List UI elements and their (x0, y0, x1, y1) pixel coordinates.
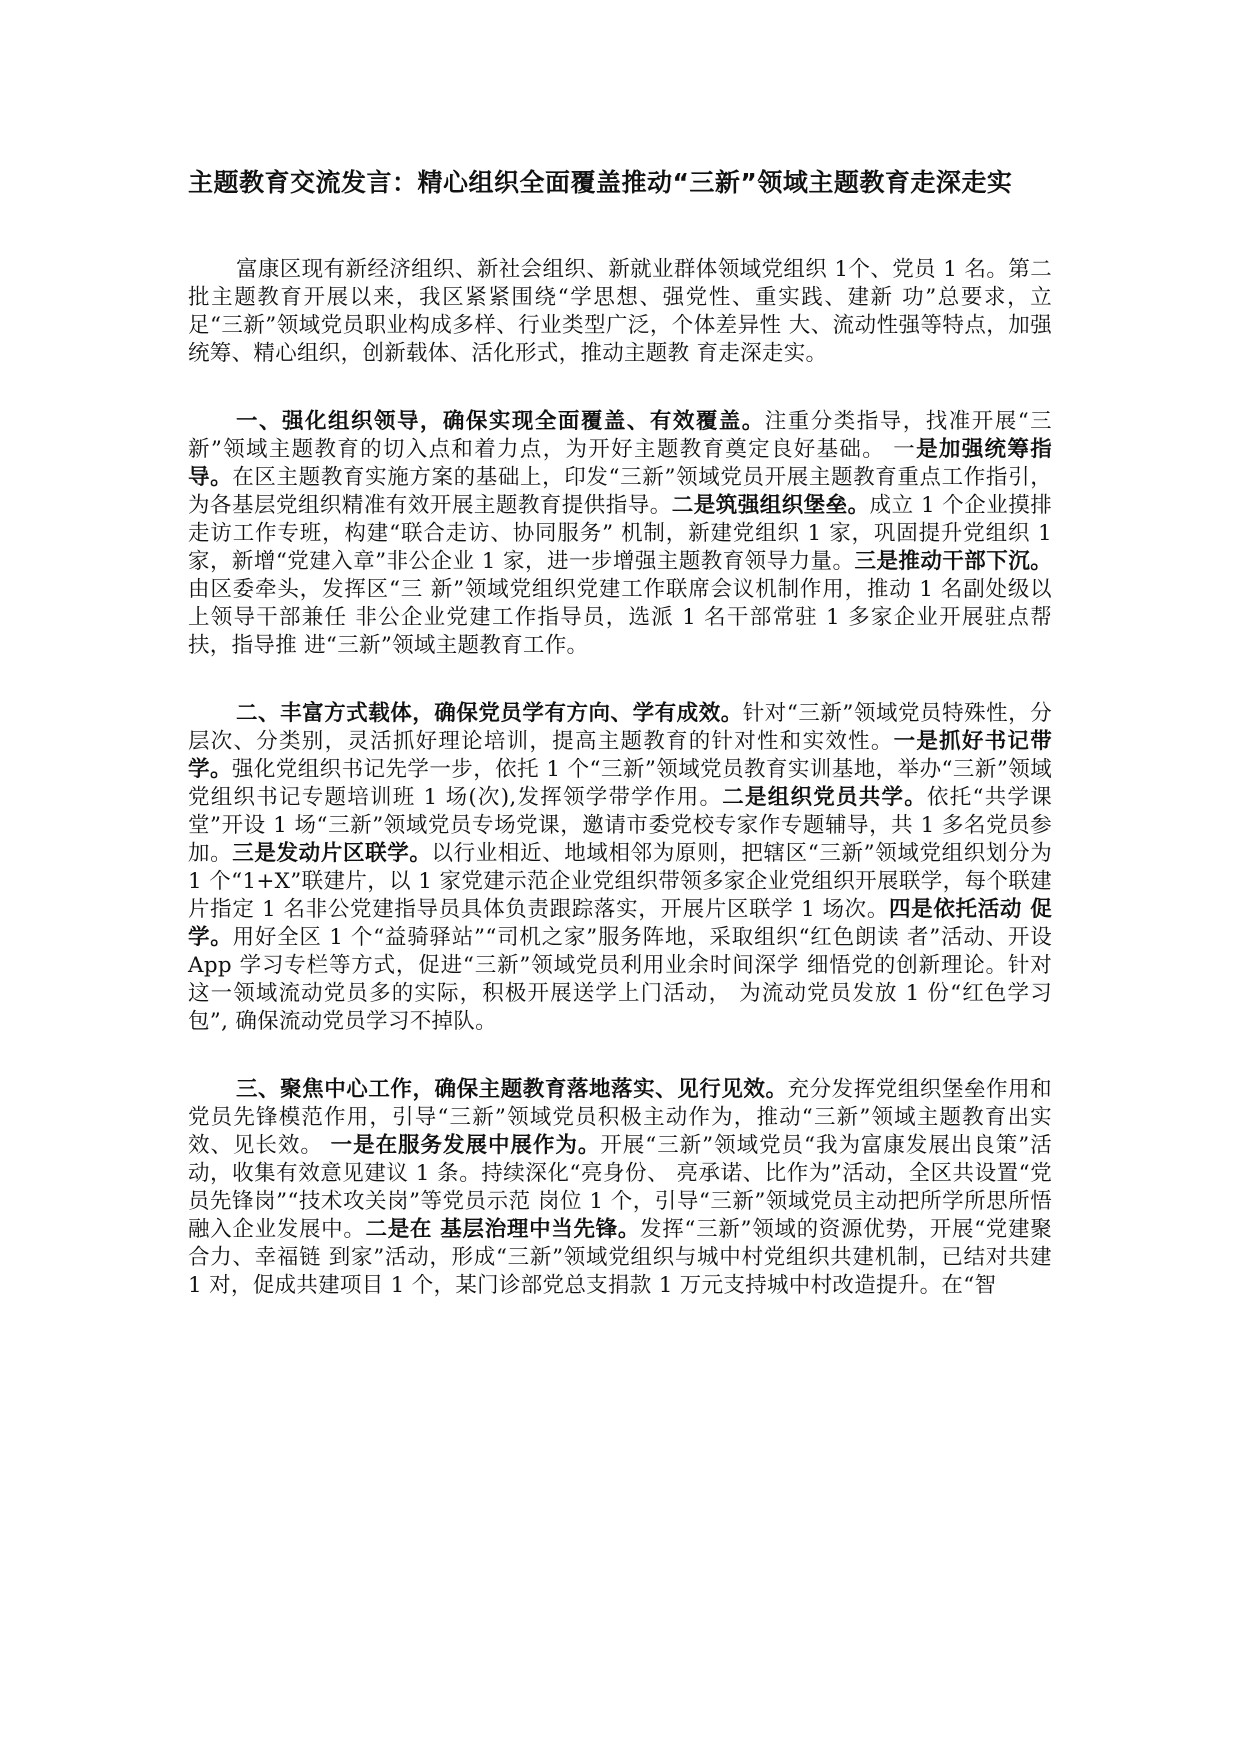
section-2-text-4: 用好全区 1 个“益骑驿站”“司机之家”服务阵地，采取组织“红色朗读 者”活动、开设 App 学习专栏等方式，促进“三新”领域党员利用业余时间深学 细悟党的创新理论。针对这一领域流动党员多的实际，积极开展送学上门活动， 为流动党员发放 1 份“红色学习包”, 确保流动党员学习不掉队。 (188, 925, 1052, 1034)
document-title: 主题教育交流发言：精心组织全面覆盖推动“三新”领域主题教育走深走实 (188, 168, 1013, 197)
document-page (188, 160, 1052, 1340)
section-2-text-3: 以行业相近、地域相邻为原则，把辖区“三新”领域党组织划分为 1 个“1+X”联建片，以 1 家党建示范企业党组织带领多家企业党组织开展联学，每个联建片指定 1 名非公党建指导员具体负责跟踪落实，开展片区联学 1 场次。 (188, 841, 1053, 922)
section-3-lead: 充分发挥党组织堡垒作用和党员先锋模范作用，引导“三新”领域党员积极主动作为，推动“三新”领域主题教育出实效、见长效。 (188, 1077, 1052, 1158)
intro-paragraph: 富康区现有新经济组织、新社会组织、新就业群体领域党组织 1个、党员 1 名。第二批主题教育开展以来，我区紧紧围绕“学思想、强党性、重实践、建新 功”总要求，立足“三新”领域党员职业构成多样、行业类型广泛，个体差异性 大、流动性强等特点，加强统筹、精心组织，创新载体、活化形式，推动主题教 育走深走实。 (188, 257, 1052, 366)
section-1-text-1: 在区主题教育实施方案的基础上，印发“三新”领域党员开展主题教育重点工作指引，为各基层党组织精准有效开展主题教育提供指导。 (188, 465, 1053, 518)
section-1-paragraph (188, 408, 1052, 660)
section-1-text-3: 由区委牵头，发挥区“三 新”领域党组织党建工作联席会议机制作用，推动 1 名副处级以上领导干部兼任 非公企业党建工作指导员，选派 1 名干部常驻 1 多家企业开展驻点帮扶，指导推 进“三新”领域主题教育工作。 (188, 577, 1052, 658)
section-1-text-2: 成立 1 个企业摸排走访工作专班，构建“联合走访、协同服务” 机制，新建党组织 1 家，巩固提升党组织 1 家，新增“党建入章”非公企业 1 家，进一步增强主题教育领导力量。 (188, 493, 1053, 574)
section-1-point-2: 二是筑强组织堡垒。 (671, 493, 870, 518)
section-2-point-2: 二是组织党员共学。 (722, 785, 927, 810)
section-3-text-2: 发挥“三新”领域的资源优势，开展“党建聚合力、幸福链 到家”活动，形成“三新”领域党组织与城中村党组织共建机制，已结对共建 1 对，促成共建项目 1 个，某门诊部党总支捐款 1 万元支持城中村改造提升。在“智 (188, 1217, 1052, 1298)
section-3-point-2: 二是在 基层治理中当先锋。 (365, 1217, 641, 1242)
section-2-point-4: 四是依托活动 促学。 (188, 897, 1052, 950)
section-3-heading: 三、聚焦中心工作，确保主题教育落地落实、见行见效。 (236, 1077, 788, 1102)
section-2-text-1: 强化党组织书记先学一步，依托 1 个“三新”领域党员教育实训基地，举办“三新”领域党组织书记专题培训班 1 场(次),发挥领学带学作用。 (188, 757, 1052, 810)
section-3-text-1: 开展“三新”领域党员“我为富康发展出良策”活动，收集有效意见建议 1 条。持续深化“亮身份、 亮承诺、比作为”活动，全区共设置“党员先锋岗”“技术攻关岗”等党员示范 岗位 1 个，引导“三新”领域党员主动把所学所思所悟融入企业发展中。 (188, 1133, 1052, 1242)
section-3-point-1: 一是在服务发展中展作为。 (330, 1133, 601, 1158)
section-2-text-2: 依托“共学课堂”开设 1 场“三新”领域党员专场党课，邀请市委党校专家作专题辅导，共 1 多名党员参加。 (188, 785, 1053, 866)
section-1-heading: 一、强化组织领导，确保实现全面覆盖、有效覆盖。 (236, 409, 765, 434)
section-2-heading: 二、丰富方式载体，确保党员学有方向、学有成效。 (236, 701, 743, 726)
section-2-paragraph (188, 700, 1052, 1036)
section-1-point-3: 三是推动干部下沉。 (854, 549, 1052, 574)
section-2-lead: 针对“三新”领域党员特殊性，分层次、分类别，灵活抓好理论培训，提高主题教育的针对性和实效性。 (188, 701, 1053, 754)
section-3-paragraph (188, 1076, 1052, 1300)
section-1-lead: 注重分类指导，找准开展“三新”领域主题教育的切入点和着力点，为开好主题教育奠定良好基础。 一 (188, 409, 1052, 462)
section-1-point-1: 是加强统筹指导。 (188, 437, 1052, 490)
section-2-point-3: 三是发动片区联学。 (232, 841, 432, 866)
section-2-point-1: 一是抓好书记带学。 (188, 729, 1052, 782)
